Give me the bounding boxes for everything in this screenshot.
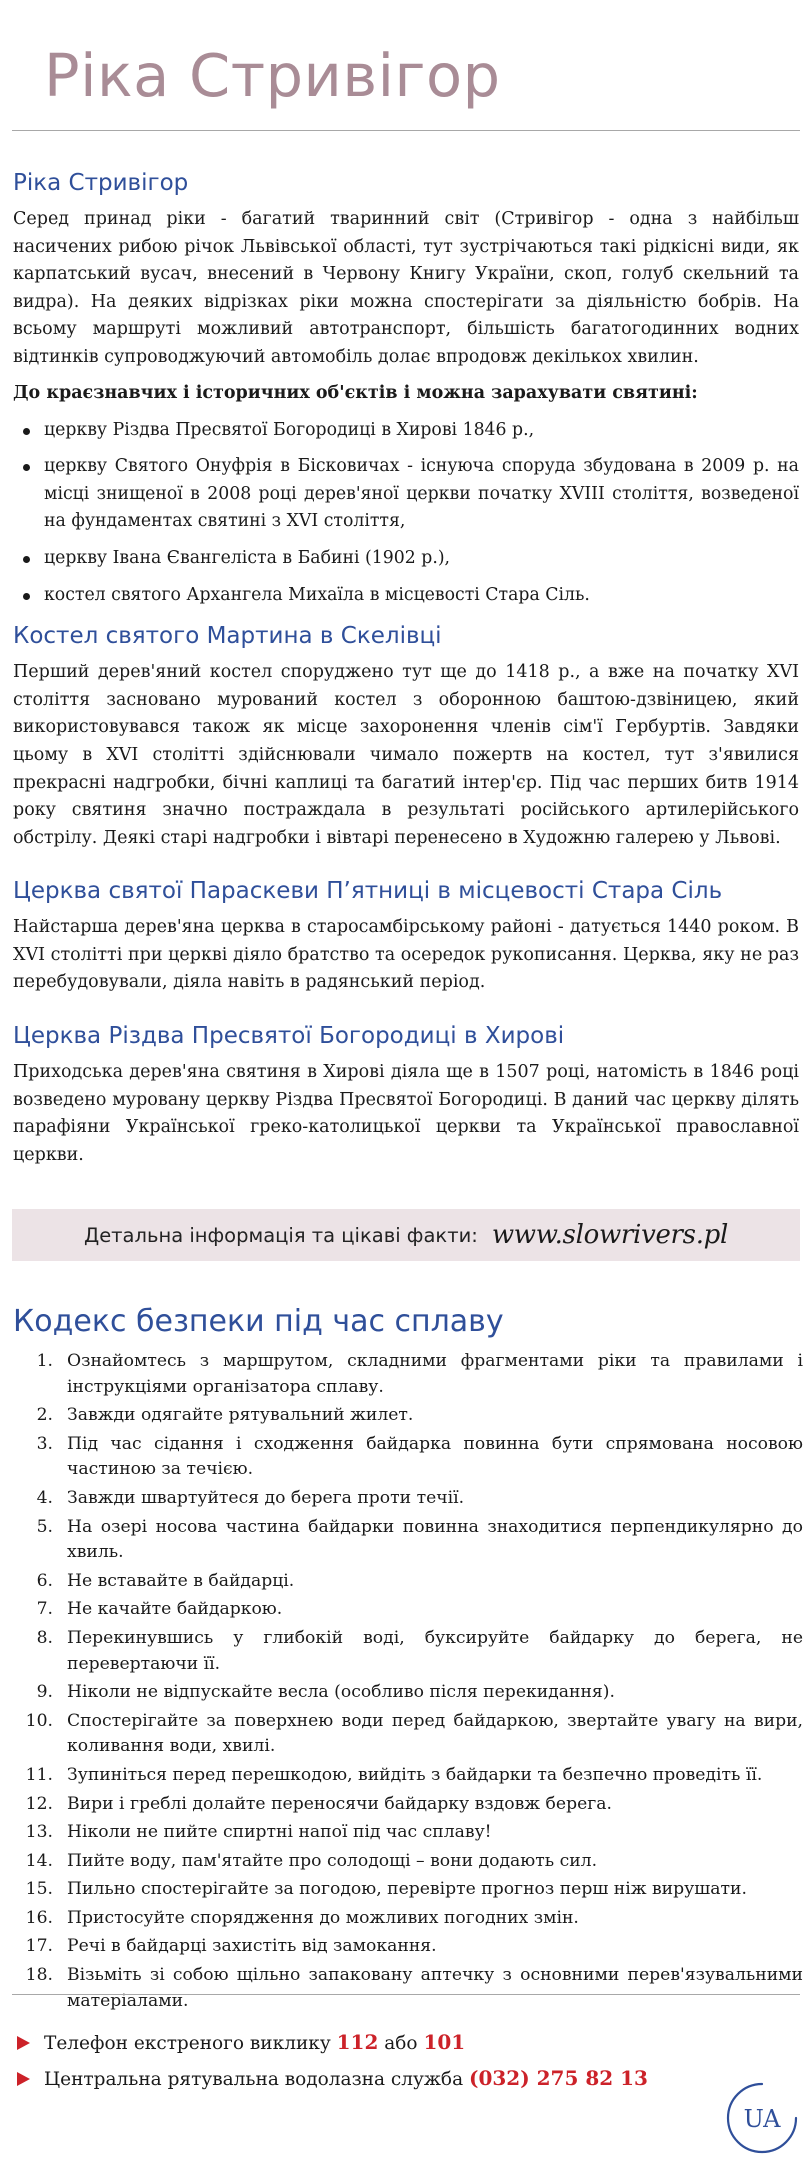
- rule-text: На озері носова частина байдарки повинна знаходитися перпендикулярно до хвиль.: [67, 1516, 803, 1563]
- section-paraskeva: [13, 874, 799, 997]
- rule-text: Спостерігайте за поверхнею води перед байдаркою, звертайте увагу на вири, коливання води, хвилі.: [67, 1710, 803, 1757]
- bullet-icon: [23, 464, 30, 471]
- safety-rule-item: [13, 1709, 803, 1760]
- ua-logo-text: UA: [743, 2105, 781, 2133]
- page-title: Ріка Стривігор: [44, 41, 501, 110]
- safety-rule-item: [13, 1403, 803, 1429]
- rule-text: Не вставайте в байдарці.: [67, 1570, 295, 1591]
- rule-number: 9.: [36, 1682, 53, 1703]
- emergency-number[interactable]: 112: [336, 2030, 379, 2054]
- rule-text: Завжди швартуйтеся до берега проти течії.: [67, 1487, 465, 1508]
- safety-rule-item: [13, 1906, 803, 1932]
- or-text: або: [384, 2033, 418, 2054]
- list-item: [13, 545, 799, 573]
- top-divider: [12, 130, 800, 131]
- rule-number: 10.: [25, 1710, 53, 1731]
- section-paragraph: Перший дерев'яний костел споруджено тут ще до 1418 р., а вже на початку XVI століття засновано мурований костел з оборонною баштою-дзвіницею, який використовувався також як місце захоронення членів сім'ї Гербуртів. Завдяки цьому в XVI столітті здійснювали чимало пожертв на костел, тут з'явилися прекрасні надгробки, бічні каплиці та багатий інтер'єр. Під час перших битв 1914 року святиня значно постраждала в результаті російського артилерійського обстрілу. Деякі старі надгробки і вівтарі перенесено в Художню галерею у Львові.: [13, 662, 799, 848]
- rule-text: Не качайте байдаркою.: [67, 1599, 283, 1620]
- bullet-icon: [23, 556, 30, 563]
- rule-number: 3.: [36, 1433, 53, 1454]
- section-paragraph: Серед принад ріки - багатий тваринний світ (Стривігор - одна з найбільш насичених рибою річок Львівської області, тут зустрічаються такі рідкісні види, як карпатський вусач, внесений в Червону Книгу України, скоп, голуб скельний та видра). На деяких відрізках ріки можна спостерігати за діяльністю бобрів. На всьому маршруті можливий автотранспорт, більшість багатогодинних водних відтинків супроводжуючий автомобіль долає впродовж декількох хвилин.: [13, 209, 799, 367]
- rule-number: 11.: [25, 1764, 53, 1785]
- rule-number: 2.: [36, 1405, 53, 1426]
- safety-code-title: Кодекс безпеки під час сплаву: [13, 1304, 504, 1339]
- safety-rule-item: [13, 1680, 803, 1706]
- list-item-text: костел святого Архангела Михаїла в місцевості Стара Сіль.: [44, 584, 590, 605]
- rule-number: 1.: [36, 1351, 53, 1371]
- list-item: [13, 582, 799, 610]
- rule-number: 7.: [36, 1599, 53, 1620]
- section-paragraph: Приходська дерев'яна святиня в Хирові діяла ще в 1507 році, натомість в 1846 році возведено муровану церкву Різдва Пресвятої Богородиці. В даний час церкву ділять парафіяни Української греко-католицької церкви та Української православної церкви.: [13, 1062, 799, 1165]
- contact-label: Центральна рятувальна водолазна служба: [44, 2069, 464, 2090]
- list-item-text: церкву Різдва Пресвятої Богородиці в Хирові 1846 р.,: [44, 419, 535, 440]
- rule-number: 16.: [25, 1907, 53, 1928]
- rule-text: Завжди одягайте рятувальний жилет.: [67, 1405, 414, 1426]
- bottom-divider: [12, 1994, 800, 1995]
- safety-rule-item: [13, 1626, 803, 1677]
- section-martin: [13, 619, 799, 852]
- rule-number: 15.: [25, 1879, 53, 1900]
- rule-text: Під час сідання і сходження байдарка повинна бути спрямована носовою частиною за течією.: [67, 1433, 803, 1480]
- rule-text: Речі в байдарці захистіть від замокання.: [67, 1936, 437, 1957]
- website-link[interactable]: www.slowrivers.pl: [491, 1220, 729, 1250]
- list-item: [13, 453, 799, 536]
- ua-logo-icon: [724, 2080, 800, 2156]
- safety-rule-item: [13, 1597, 803, 1623]
- shrines-list: [13, 417, 799, 610]
- rule-text: Пийте воду, пам'ятайте про солодощі – вони додають сил.: [67, 1850, 598, 1871]
- triangle-bullet-icon: [17, 2036, 30, 2050]
- triangle-bullet-icon: [17, 2072, 30, 2086]
- list-item-text: церкву Святого Онуфрія в Бісковичах - існуюча споруда збудована в 2009 р. на місці знищеної в 2008 році дерев'яної церкви початку XVIII століття, возведеної на фундаментах святині з XVI століття,: [44, 456, 799, 532]
- safety-rule-item: [13, 1515, 803, 1566]
- rule-text: Пильно спостерігайте за погодою, перевірте прогноз перш ніж вирушати.: [67, 1879, 747, 1900]
- bullet-icon: [23, 428, 30, 435]
- rule-number: 8.: [36, 1627, 53, 1648]
- bullet-icon: [23, 593, 30, 600]
- rule-text: Перекинувшись у глибокій воді, буксируйте байдарку до берега, не перевертаючи її.: [67, 1627, 803, 1674]
- section-heading: Костел святого Мартина в Скелівці: [13, 623, 442, 650]
- safety-rule-item: [13, 1792, 803, 1818]
- safety-rule-item: [13, 1934, 803, 1960]
- section-heading: Церква Різдва Пресвятої Богородиці в Хирові: [13, 1023, 565, 1050]
- rule-text: Візьміть зі собою щільно запаковану аптечку з основними перев'язувальними матеріалами.: [67, 1965, 803, 2011]
- section-heading: Церква святої Параскеви П’ятниці в місцевості Стара Сіль: [13, 878, 723, 905]
- rule-number: 17.: [25, 1936, 53, 1957]
- rule-number: 4.: [36, 1487, 53, 1508]
- rule-number: 18.: [25, 1965, 53, 1986]
- info-banner: [12, 1209, 800, 1261]
- list-item: [13, 417, 799, 445]
- safety-rule-item: [13, 1569, 803, 1595]
- safety-rule-item: [13, 1849, 803, 1875]
- rule-number: 14.: [25, 1850, 53, 1871]
- safety-rule-item: [13, 1486, 803, 1512]
- rule-number: 12.: [25, 1793, 53, 1814]
- safety-rule-item: [13, 1349, 803, 1400]
- rule-text: Ознайомтесь з маршрутом, складними фрагментами ріки та правилами і інструкціями організатора сплаву.: [67, 1351, 803, 1397]
- shrines-intro: До краєзнавчих і історичних об'єктів і можна зарахувати святині:: [13, 382, 698, 403]
- rule-number: 13.: [25, 1822, 53, 1843]
- safety-rule-item: [13, 1432, 803, 1483]
- contact-rescue: [17, 2061, 797, 2097]
- contact-emergency: [17, 2025, 797, 2061]
- section-river: [13, 166, 799, 609]
- info-label: Детальна інформація та цікаві факти:: [83, 1223, 478, 1247]
- safety-rule-item: [13, 1820, 803, 1846]
- section-khyriv: [13, 1019, 799, 1169]
- rule-text: Пристосуйте спорядження до можливих погодних змін.: [67, 1907, 579, 1928]
- emergency-number[interactable]: 101: [423, 2030, 466, 2054]
- safety-rule-item: [13, 1877, 803, 1903]
- rule-text: Вири і греблі долайте переносячи байдарку вздовж берега.: [67, 1793, 612, 1814]
- list-item-text: церкву Івана Євангеліста в Бабині (1902 р.),: [44, 547, 451, 568]
- rule-text: Ніколи не пийте спиртні напої під час сплаву!: [67, 1822, 492, 1843]
- rescue-number[interactable]: (032) 275 82 13: [469, 2066, 648, 2090]
- section-heading: Ріка Стривігор: [13, 170, 189, 196]
- section-paragraph: Найстарша дерев'яна церква в старосамбірському районі - датується 1440 роком. В XVI столітті при церкві діяло братство та осередок рукописання. Церква, яку не раз перебудовували, діяла навіть в радянський період.: [13, 917, 799, 993]
- rule-text: Зупиніться перед перешкодою, вийдіть з байдарки та безпечно проведіть її.: [67, 1764, 763, 1785]
- contact-label: Телефон екстреного виклику: [44, 2033, 331, 2054]
- content: [13, 166, 799, 1169]
- safety-rule-item: [13, 1763, 803, 1789]
- safety-rule-item: [13, 1963, 803, 2014]
- rule-text: Ніколи не відпускайте весла (особливо після перекидання).: [67, 1682, 615, 1703]
- rule-number: 6.: [36, 1570, 53, 1591]
- safety-rules-list: [13, 1349, 803, 2017]
- emergency-contacts: [17, 2025, 797, 2097]
- rule-number: 5.: [36, 1516, 53, 1537]
